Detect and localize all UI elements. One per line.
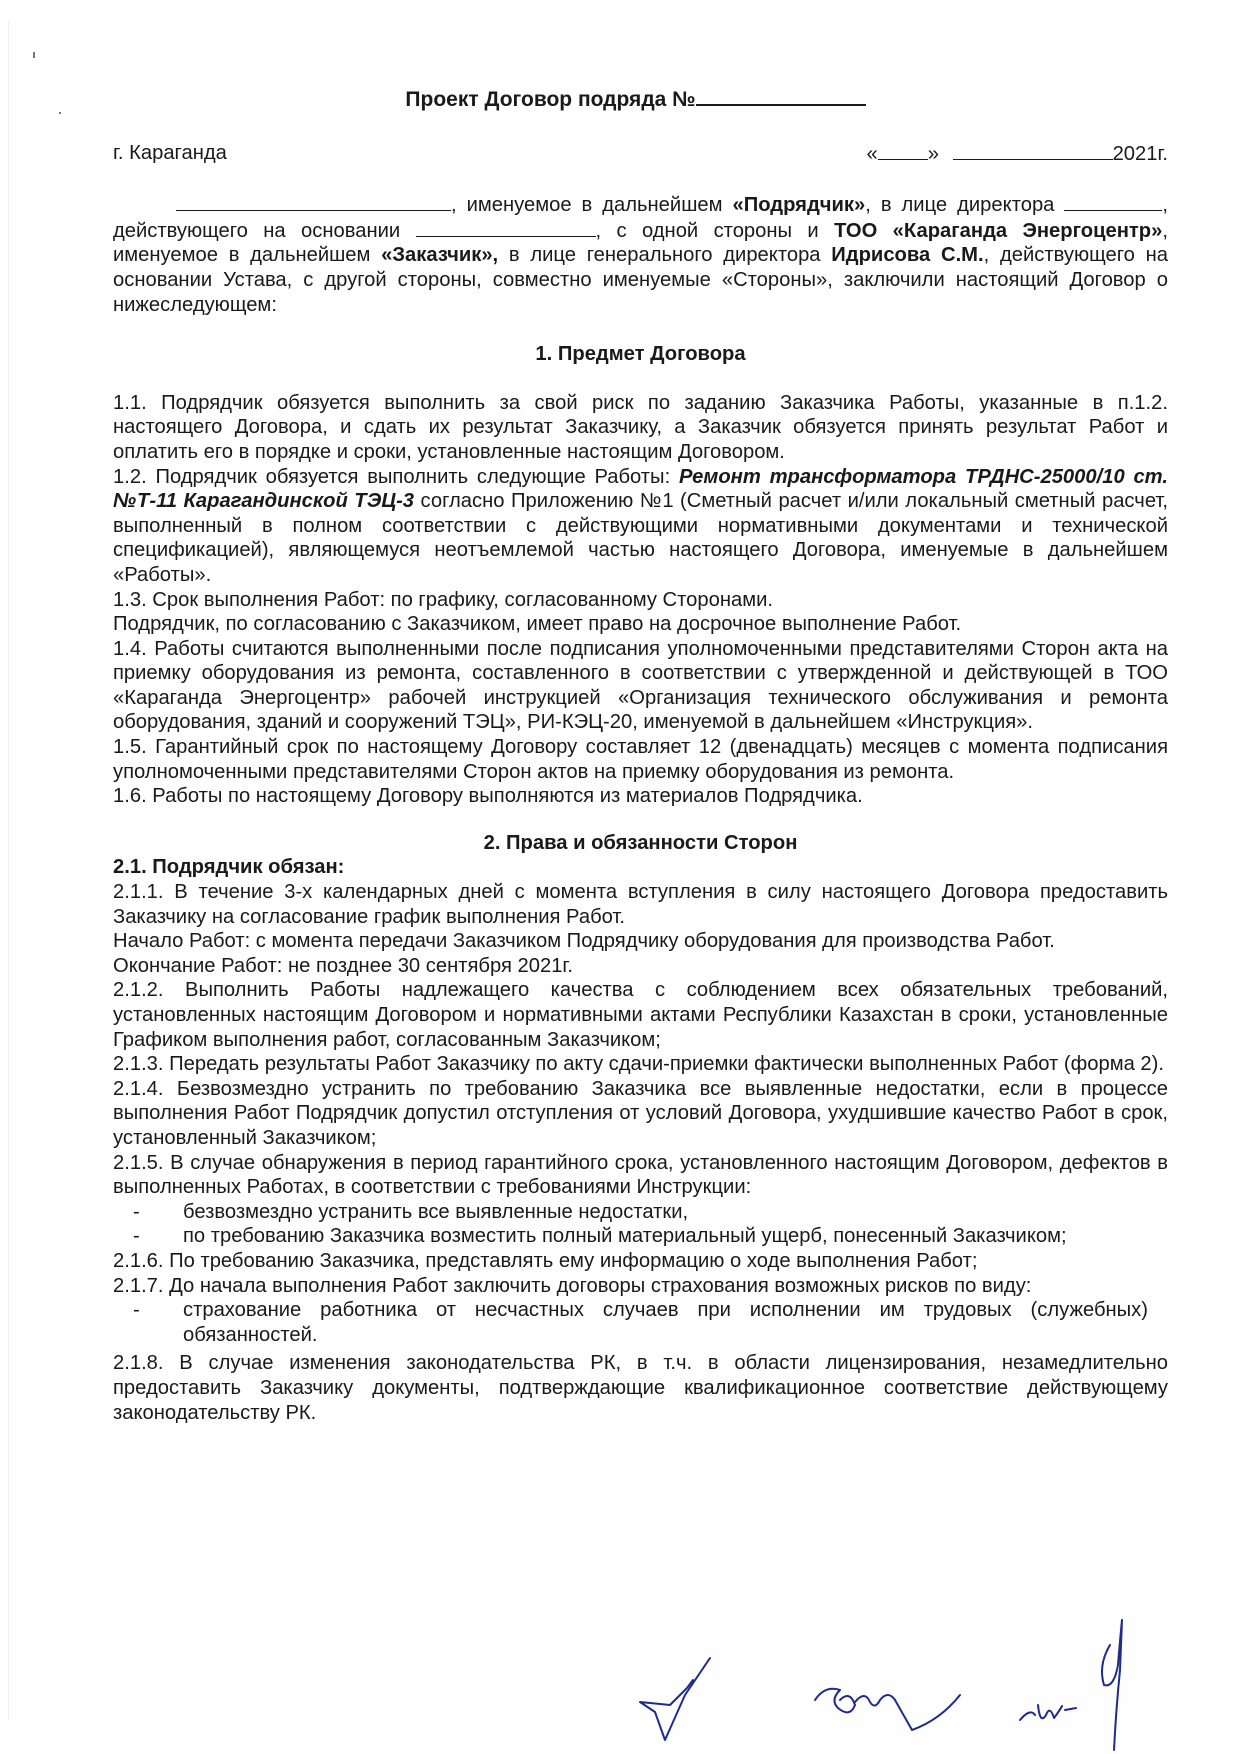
day-blank	[878, 141, 928, 160]
clause-2-1-5: 2.1.5. В случае обнаружения в период гарантийного срока, установленного настоящим Договором, дефектов в выполненных Работах, в соответствии с требованиями Инструкции:	[113, 1151, 1168, 1199]
year: 2021г.	[1112, 142, 1168, 165]
month-blank	[953, 141, 1113, 160]
work-end: Окончание Работ: не позднее 30 сентября 2021г.	[113, 954, 573, 977]
work-start: Начало Работ: с момента передачи Заказчиком Подрядчику оборудования для производства Работ.	[113, 930, 1055, 953]
contract-date	[867, 141, 1169, 167]
preamble-text: , именуемое в дальнейшем	[113, 219, 1168, 267]
subsection-2-1: 2.1. Подрядчик обязан:	[113, 856, 345, 879]
contractor-label: «Подрядчик»	[732, 194, 866, 217]
clause-2-1-7: 2.1.7. До начала выполнения Работ заключить договоры страхования возможных рисков по виду:	[113, 1274, 1032, 1297]
list-item	[113, 1224, 1168, 1249]
section-1-heading: 1. Предмет Договора	[535, 343, 746, 366]
title-text: Проект Договор подряда №	[405, 88, 696, 111]
signature-3	[1010, 1610, 1180, 1754]
list-item-text: по требованию Заказчика возместить полный материальный ущерб, понесенный Заказчиком;	[183, 1225, 1067, 1248]
clause-2-1-4: 2.1.4. Безвозмездно устранить по требованию Заказчика все выявленные недостатки, если в процессе выполнения Работ Подрядчик допустил отступления от условий Договора, ухудшившие качество Работ в срок, установленный Заказчиком;	[113, 1077, 1168, 1149]
preamble-text: , действующего на основании	[113, 194, 1168, 242]
signature-1	[625, 1650, 735, 1750]
preamble-text: в лице генерального директора	[498, 244, 832, 267]
list-item-text: безвозмездно устранить все выявленные недостатки,	[183, 1200, 689, 1223]
dash-bullet: -	[133, 1200, 140, 1223]
preamble-text: , действующего на основании Устава, с другой стороны, совместно именуемые «Стороны», заключили настоящий Договор о нижеследующем:	[113, 244, 1168, 316]
quote-open: «	[866, 142, 878, 165]
preamble	[113, 192, 1168, 317]
clause-2-1-1: 2.1.1. В течение 3-х календарных дней с момента вступления в силу настоящего Договора предоставить Заказчику на согласование график выполнения Работ.	[113, 881, 1168, 928]
document-body	[113, 86, 1168, 1425]
clause-1-5: 1.5. Гарантийный срок по настоящему Договору составляет 12 (двенадцать) месяцев с момента подписания уполномоченными представителями Сторон актов на приемку оборудования из ремонта.	[113, 736, 1168, 783]
preamble-text: , именуемое в дальнейшем	[451, 194, 733, 217]
contractor-name-blank	[176, 192, 451, 211]
list-item	[113, 1200, 1168, 1225]
clause-text: согласно Приложению №1 (Сметный расчет и/или локальный сметный расчет, выполненный в полном соответствии с действующими нормативными документами и технической спецификацией), являющемуся неотъемлемой частью настоящего Договора, именуемые в дальнейшем «Работы».	[113, 490, 1168, 586]
dash-bullet: -	[133, 1299, 140, 1322]
scan-edge	[8, 20, 9, 1720]
scan-speck	[59, 112, 61, 114]
quote-close: »	[927, 142, 939, 165]
clause-2-1-3: 2.1.3. Передать результаты Работ Заказчику по акту сдачи-приемки фактически выполненных Работ (форма 2).	[113, 1053, 1164, 1076]
clause-1-2	[113, 465, 1168, 588]
work-description: Ремонт трансформатора ТРДНС-25000/10 ст.№Т-11 Карагандинской ТЭЦ-3	[113, 465, 1168, 513]
clause-1-1: 1.1. Подрядчик обязуется выполнить за свой риск по заданию Заказчика Работы, указанные в п.1.2. настоящего Договора, и сдать их результат Заказчику, а Заказчик обязуется принять результат Работ и оплатить его в порядке и сроки, установленные настоящим Договором.	[113, 391, 1168, 463]
signature-2	[810, 1660, 980, 1750]
preamble-text: , с одной стороны и	[595, 219, 835, 242]
list-item	[113, 1298, 1168, 1347]
preamble-text: , в лице директора	[865, 194, 1065, 217]
clause-1-3: 1.3. Срок выполнения Работ: по графику, согласованному Сторонами.	[113, 588, 773, 611]
clause-text: 1.2. Подрядчик обязуется выполнить следующие Работы:	[113, 465, 679, 488]
list-item-text: страхование работника от несчастных случаев при исполнении им трудовых (служебных) обязанностей.	[183, 1299, 1148, 1346]
director-name-blank	[1064, 192, 1162, 211]
clause-1-3-note: Подрядчик, по согласованию с Заказчиком, имеет право на досрочное выполнение Работ.	[113, 613, 962, 636]
contract-number-blank	[696, 86, 866, 106]
clause-2-1-2: 2.1.2. Выполнить Работы надлежащего качества с соблюдением всех обязательных требований, установленных настоящим Договором и нормативными актами Республики Казахстан в сроки, установленные Графиком выполнения работ, согласованным Заказчиком;	[113, 979, 1168, 1051]
basis-blank	[416, 218, 596, 237]
customer-label: «Заказчик»,	[381, 244, 499, 267]
dash-bullet: -	[133, 1225, 140, 1248]
customer-director: Идрисова С.М.	[831, 244, 984, 267]
clause-2-1-8: 2.1.8. В случае изменения законодательства РК, в т.ч. в области лицензирования, незамедлительно предоставить Заказчику документы, подтверждающие квалификационное соответствие действующему законодательству РК.	[113, 1352, 1168, 1424]
scan-speck	[33, 52, 35, 58]
customer-org: ТОО «Караганда Энергоцентр»	[834, 219, 1163, 242]
clause-1-6: 1.6. Работы по настоящему Договору выполняются из материалов Подрядчика.	[113, 785, 863, 808]
clause-1-4: 1.4. Работы считаются выполненными после подписания уполномоченными представителями Сторон акта на приемку оборудования из ремонта, составленного в соответствии с утвержденной и действующей в ТОО «Караганда Энергоцентр» рабочей инструкцией «Организация технического обслуживания и ремонта оборудования, зданий и сооружений ТЭЦ», РИ-КЭЦ-20, именуемой в дальнейшем «Инструкция».	[113, 637, 1168, 734]
document-title	[103, 86, 1168, 113]
section-2-heading: 2. Права и обязанности Сторон	[483, 831, 798, 854]
clause-2-1-6: 2.1.6. По требованию Заказчика, представлять ему информацию о ходе выполнения Работ;	[113, 1249, 978, 1272]
city: г. Караганда	[113, 141, 227, 164]
city-date-row	[113, 141, 1168, 167]
